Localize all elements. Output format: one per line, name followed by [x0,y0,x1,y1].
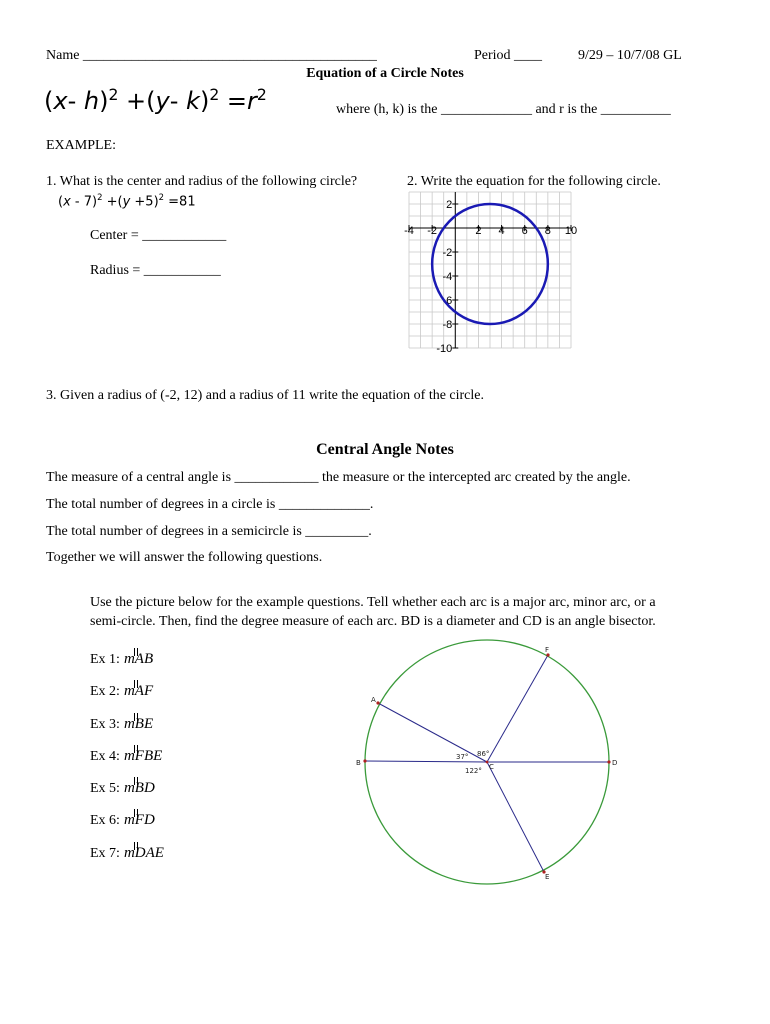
x-tick-label: -2 [427,225,438,237]
label-b: B [356,759,361,767]
radius-answer-line[interactable]: Radius = ___________ [90,263,221,278]
formula-k: k [186,87,200,115]
label-f: F [545,646,550,654]
question-2-text: 2. Write the equation for the following circle. [407,174,661,189]
central-angle-diagram [350,630,625,905]
arc-name: AB [134,651,154,667]
central-angle-title: Central Angle Notes [316,441,454,458]
formula-lparen: ( [44,87,54,115]
central-line-2: The total number of degrees in a circle is _____________. [46,497,374,512]
segment-cf [487,655,548,762]
q1-eq-part-0: ( [58,194,64,210]
arc-measure [124,845,164,861]
arc-name: BE [134,715,154,732]
x-tick-label: 6 [521,225,528,237]
arc-name: DAE [134,844,164,861]
example-label: Ex 3: [90,716,120,732]
label-c: C [489,763,494,771]
angle-bce-label: 122° [465,767,482,775]
arc-name: BD [134,780,155,797]
q1-eq-part-8: =81 [164,194,196,210]
formula-equals: = [226,87,247,115]
example-label: Ex 4: [90,748,120,764]
angle-acf-label: 86° [477,750,490,758]
example-row [90,747,164,779]
name-line[interactable]: Name __________________________________________ [46,48,377,63]
date-range: 9/29 – 10/7/08 GL [578,48,682,63]
arc-overline [134,809,138,817]
q1-eq-part-2: - 7) [70,194,98,210]
center-answer-line[interactable]: Center = ____________ [90,228,227,243]
instructions-line-1: Use the picture below for the example questions. Tell whether each arc is a major arc, minor arc, or a [90,595,656,610]
measure-m: m [123,651,135,667]
arc-overline [134,713,138,721]
arc-measure [124,651,153,667]
label-a: A [371,696,376,704]
arc-overline [134,745,138,753]
formula-h: h [83,87,100,115]
point-b-marker [363,759,366,762]
central-line-1: The measure of a central angle is ____________ the measure or the intercepted arc created by the angle. [46,470,631,485]
point-a-marker [376,701,379,704]
q1-eq-part-7: 2 [158,192,165,202]
y-tick-label: -6 [442,295,453,307]
q1-eq-part-5: y [122,194,131,210]
example-label: Ex 1: [90,652,120,667]
question-1-equation [58,192,196,209]
formula-x: x [53,87,68,115]
x-tick-label: -4 [404,225,414,237]
formula-where-text: where (h, k) is the _____________ and r is the __________ [336,102,671,117]
label-e: E [545,873,550,881]
measure-m: m [123,683,135,700]
arc-overline [134,777,138,785]
formula-plus: + [126,87,147,115]
segment-cb [365,761,487,762]
measure-m: m [123,747,135,764]
y-tick-label: -4 [442,271,453,283]
arc-measure [124,780,155,796]
formula-exp-1: 2 [108,86,119,104]
q1-eq-part-1: x [63,194,71,210]
x-tick-label: 10 [564,225,578,237]
example-label: Ex 7: [90,845,120,861]
example-row [90,715,164,747]
central-line-3: The total number of degrees in a semicircle is _________. [46,524,372,539]
arc-measure [124,812,155,828]
segment-ca [378,703,490,762]
x-tick-label: 8 [544,225,551,237]
page-title: Equation of a Circle Notes [306,66,464,81]
example-row [90,682,164,714]
example-label: Ex 2: [90,684,120,700]
arc-overline [134,842,138,850]
y-tick-label: -8 [442,319,453,331]
example-row [90,779,164,811]
examples-list [90,650,164,876]
label-d: D [612,759,618,767]
question-1-text: 1. What is the center and radius of the following circle? [46,174,358,189]
period-line[interactable]: Period ____ [474,48,543,63]
arc-overline [134,680,138,688]
example-label: Ex 6: [90,813,120,829]
example-row [90,811,164,843]
point-markers [363,653,610,873]
formula-exp-2: 2 [209,86,220,104]
formula-rparen-1: ) [99,87,109,115]
arc-measure [124,683,153,699]
formula-lparen-2: ( [146,87,156,115]
example-row [90,844,164,876]
formula-minus-1: - [67,87,77,115]
arc-overline [134,648,138,656]
instructions-line-2: semi-circle. Then, find the degree measure of each arc. BD is a diameter and CD is an angle bisector. [90,614,656,629]
example-label: EXAMPLE: [46,138,116,153]
coordinate-graph [404,190,578,355]
formula-minus-2: - [169,87,179,115]
example-label: Ex 5: [90,781,120,797]
y-tick-label: -2 [442,247,453,259]
q1-eq-part-3: 2 [97,192,103,202]
point-c-marker [486,761,489,764]
circle-equation-formula [44,86,267,115]
measure-m: m [123,780,135,797]
formula-y: y [155,87,170,115]
example-row [90,650,164,682]
central-line-4: Together we will answer the following questions. [46,550,323,565]
arc-measure [124,716,153,732]
arc-name: AF [134,683,154,700]
point-d-marker [607,760,610,763]
arc-name: FD [134,812,155,829]
measure-m: m [123,812,135,829]
measure-m: m [123,715,135,732]
segment-ce [487,762,544,872]
q1-eq-part-6: +5) [130,194,159,210]
formula-r: r [247,87,257,115]
arc-measure [124,748,162,764]
q1-eq-part-4: +( [102,194,123,210]
y-tick-label: 2 [446,199,453,211]
arc-name: FBE [134,747,163,764]
formula-exp-3: 2 [256,86,267,104]
question-3-text: 3. Given a radius of (-2, 12) and a radius of 11 write the equation of the circle. [46,388,484,403]
angle-acb-label: 37° [456,753,469,761]
formula-rparen-2: ) [199,87,210,115]
x-tick-label: 2 [475,225,482,237]
x-tick-label: 4 [498,225,505,237]
measure-m: m [123,844,135,861]
y-tick-label: -10 [436,343,453,355]
radii-lines [365,655,609,872]
